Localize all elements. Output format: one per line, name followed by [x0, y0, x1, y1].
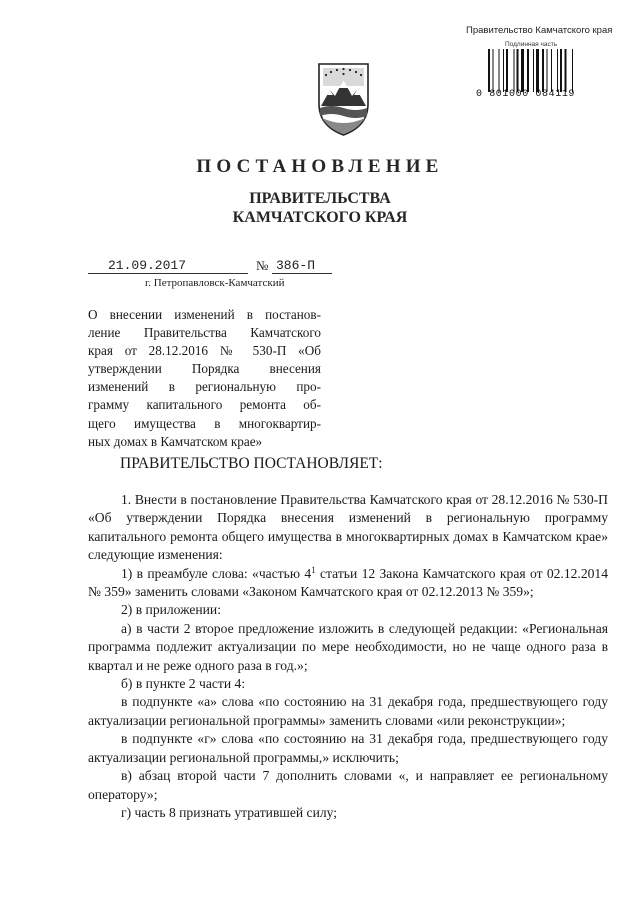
barcode-bar [514, 49, 515, 92]
body-paragraph: в) абзац второй части 7 дополнить словами «, и направляет ее региональному оператору»; [88, 768, 608, 802]
body-text: 1) в преамбуле слова: «частью 4 [121, 565, 312, 581]
barcode-bar [560, 49, 562, 92]
subject-line: ных домах в Камчатском крае» [88, 433, 263, 449]
document-type: ПОСТАНОВЛЕНИЕ [196, 156, 444, 177]
subject-line: О внесении изменений в постанов- [88, 307, 321, 322]
barcode-bar [533, 49, 534, 92]
body-paragraph: в подпункте «а» слова «по состоянию на 31 декабря года, предшествующего году актуализации региональной программы» заменить словами «или реконструкции»; [88, 694, 608, 728]
barcode-bar [542, 49, 544, 92]
barcode-icon [488, 49, 596, 92]
barcode-bar [536, 49, 539, 92]
body-paragraph: б) в пункте 2 части 4: [121, 676, 246, 692]
barcode-bar [493, 49, 494, 92]
body-paragraph: г) часть 8 признать утратившей силу; [121, 804, 338, 820]
subject-line: грамму капитального ремонта об- [88, 397, 321, 413]
body-paragraph: 1. Внести в постановление Правительства Камчатского края от 28.12.2016 № 530-П «Об утверждении Порядка внесения изменений в региональную программу капитального ремонта общего имущества в многоквартирных домах в Камчатском крае» следующие изменения: [88, 492, 608, 563]
barcode-bar [547, 49, 548, 92]
barcode-bar [551, 49, 552, 92]
body-text: статьи 12 Закона Камчатского края от 02.12.2014 № 359» заменить словами «Законом Камчатского края от 02.12.2013 № 359»; [88, 565, 609, 600]
barcode-bar [488, 49, 490, 92]
body-paragraph [88, 565, 608, 602]
number-sign: № [256, 258, 269, 273]
issuer-line-2: КАМЧАТСКОГО КРАЯ [232, 209, 408, 226]
issuer-line-1: ПРАВИТЕЛЬСТВА [249, 190, 391, 207]
place-of-issue: г. Петропавловск-Камчатский [145, 277, 285, 289]
subject-line: ление Правительства Камчатского [88, 325, 321, 341]
barcode-bar [557, 49, 558, 92]
barcode-bar [499, 49, 500, 92]
subject-line: изменений в региональную про- [88, 379, 321, 395]
barcode-bar [517, 49, 519, 92]
barcode-bar [572, 49, 573, 92]
document-number: 386-П [276, 258, 316, 273]
date-underline [88, 273, 248, 274]
body-paragraph: а) в части 2 второе предложение изложить в следующей редакции: «Региональная программа подлежит актуализации по мере необходимости, но не чаще одного раза в квартал и не реже одного раза в год.»; [88, 620, 608, 673]
subject-line: утверждении Порядка внесения [88, 361, 321, 377]
body-paragraph: в подпункте «г» слова «по состоянию на 31 декабря года, предшествующего году актуализации региональной программы,» исключить; [88, 731, 608, 765]
stamp-type: Подлинная часть [505, 41, 558, 48]
subject-line: щего имущества в многоквартир- [88, 415, 321, 431]
barcode-bar [521, 49, 524, 92]
resolves-heading: ПРАВИТЕЛЬСТВО ПОСТАНОВЛЯЕТ: [120, 455, 383, 472]
stamp-organization: Правительство Камчатского края [466, 25, 613, 36]
barcode-bar [527, 49, 529, 92]
subject-line: края от 28.12.2016 № 530-П «Об [88, 343, 321, 359]
document-date: 21.09.2017 [108, 258, 187, 273]
kamchatka-emblem-icon [317, 60, 370, 137]
number-underline [272, 273, 332, 274]
superscript: 1 [311, 564, 316, 575]
document-subject [88, 306, 321, 451]
barcode-bar [565, 49, 567, 92]
barcode-number: 0 801000 084119 [476, 89, 576, 100]
document-body [88, 491, 608, 822]
body-paragraph: 2) в приложении: [121, 602, 221, 618]
barcode-bar [506, 49, 508, 92]
barcode-bar [503, 49, 504, 92]
